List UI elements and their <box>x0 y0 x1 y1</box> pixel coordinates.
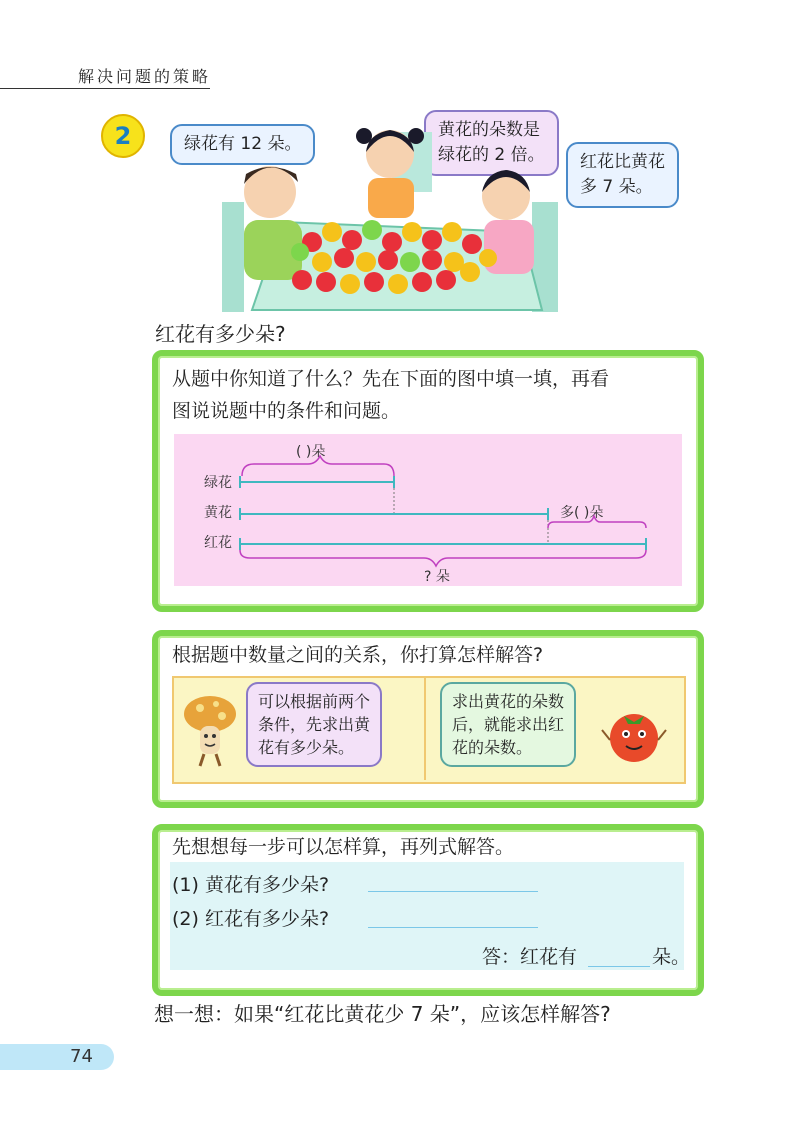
brace-more <box>548 516 646 528</box>
speech-green-text: 绿花有 12 朵。 <box>184 134 302 154</box>
idea-bubble-left <box>246 682 382 767</box>
diagram-top-label: ( )朵 <box>296 444 326 460</box>
answer-prefix: 答：红花有 <box>482 946 578 968</box>
brace-bottom <box>240 550 646 566</box>
final-answer-line[interactable] <box>588 966 650 967</box>
main-question: 红花有多少朵? <box>155 322 286 346</box>
problem-number-badge: 2 <box>101 114 145 158</box>
idea-right-line3: 花的朵数。 <box>452 738 533 757</box>
girl-center-shirt <box>368 178 414 218</box>
section-title: 解决问题的策略 <box>78 67 212 86</box>
idea-divider <box>424 678 426 780</box>
panel2-title: 根据题中数量之间的关系，你打算怎样解答? <box>172 644 544 666</box>
diagram-row-yellow: 黄花 <box>204 505 232 521</box>
mushroom-character-icon <box>180 690 240 770</box>
idea-bubble-right <box>440 682 576 767</box>
speech-bubble-red <box>566 142 679 208</box>
step2-answer-line[interactable] <box>368 927 538 928</box>
diagram-bottom-label: ? 朵 <box>424 569 450 585</box>
children-flowers-illustration <box>222 112 578 312</box>
speech-red-line2: 多 7 朵。 <box>580 177 653 197</box>
idea-left-line3: 花有多少朵。 <box>258 738 355 757</box>
speech-red-line1: 红花比黄花 <box>580 152 665 172</box>
line-segment-diagram <box>174 434 682 586</box>
panel1-line1: 从题中你知道了什么？先在下面的图中填一填，再看 <box>172 368 610 390</box>
speech-yellow-line1: 黄花的朵数是 <box>438 120 540 140</box>
diagram-more-label: 多( )朵 <box>560 505 604 521</box>
diagram-row-green: 绿花 <box>204 475 232 491</box>
idea-right-line1: 求出黄花的朵数 <box>452 692 565 711</box>
step1-answer-line[interactable] <box>368 891 538 892</box>
chair-left <box>222 202 244 312</box>
brace-top <box>242 456 394 476</box>
idea-right-line2: 后，就能求出红 <box>452 715 565 734</box>
diagram-row-red: 红花 <box>204 535 232 551</box>
header-rule <box>0 88 210 89</box>
panel3-title: 先想想每一步可以怎样算，再列式解答。 <box>172 836 515 858</box>
panel1-line2: 图说说题中的条件和问题。 <box>172 400 401 422</box>
step1-question: (1) 黄花有多少朵? <box>172 874 330 896</box>
tomato-character-icon <box>600 700 670 770</box>
think-more-prompt: 想一想：如果“红花比黄花少 7 朵”，应该怎样解答? <box>154 1002 611 1026</box>
girl-center-head <box>366 130 414 178</box>
idea-left-line2: 条件，先求出黄 <box>258 715 371 734</box>
page-number: 74 <box>70 1046 93 1067</box>
page-number-tab <box>0 1044 114 1070</box>
step2-question: (2) 红花有多少朵? <box>172 908 330 930</box>
idea-left-line1: 可以根据前两个 <box>258 692 371 711</box>
speech-yellow-line2: 绿花的 2 倍。 <box>438 145 545 165</box>
answer-suffix: 朵。 <box>652 946 691 968</box>
